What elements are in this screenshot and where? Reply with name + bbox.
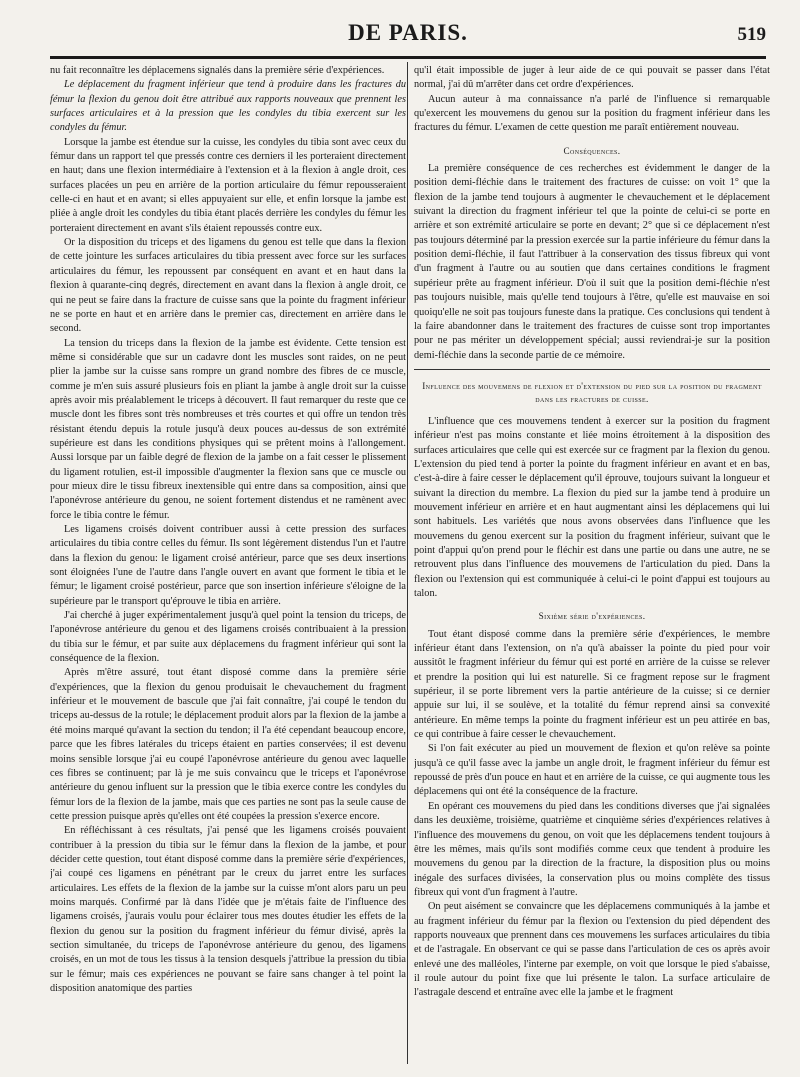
paragraph: Après m'être assuré, tout étant disposé comme dans la première série d'expériences, que la flexion du genou produisait le chevauchement du fragment inférieur et le mouvement de bascule que j'ai fait connaître, j'ai coupé le tendon du triceps au-dessus de la rotule; le déplacement produit alors par la flexion de la jambe a été moins marqué qu'avant la section du tendon; il l'a été cependant beaucoup encore, parce que les fibres latérales du triceps étaient en parties conservées; il est devenu moins sensible lorsque j'ai eu coupé l'aponévrose antérieure du genou avec laquelle ces fibres se continuent; par là je me suis convaincu que le triceps et l'aponévrose antérieure du genou influent sur la pression que le tibia exerce contre les condyles du fémur lors de la flexion de la jambe, mais que ces parties ne sont pas la seule cause de cette pression puisque après qu'elles ont été coupées la pression s'exerce encore. bbox=[50, 667, 406, 822]
paragraph: Le déplacement du fragment inférieur que tend à produire dans les fractures du fémur la flexion du genou doit être attribué aux rapports nouveaux que prennent les surfaces articulaires et à la pression que les condyles du tibia exercent sur les condyles du fémur. bbox=[50, 79, 406, 134]
paragraph: La première conséquence de ces recherches est évidemment le danger de la position demi-fléchie dans le traitement des fractures de cuisse: on voit 1° que la flexion de la jambe tend toujours à augmenter le chevauchement et le déplacement suivant la direction du fragment inférieur tel que la pointe de celui-ci se porte en arrière et son extrémité articulaire se porte en devant; 2° que si ce déplacement n'est pas toujours déterminé par la pression exercée sur la partie inférieure du fémur dans la position demi-fléchie, il faut l'attribuer à la conservation des tissus fibreux qui vont d'un fragment à l'autre ou au soutien que dans certaines conditions le fragment supérieur prête au fragment inférieur. D'où il suit que la position demi-fléchie n'est pas toujours nuisible, mais qu'elle tend toujours à l'être, qu'elle est mauvaise en soi quoiqu'elle ne soit pas toujours funeste dans la pratique. Ces conclusions qui tendent à la faire abandonner dans le traitement des fractures de cuisse sont trop importantes pour ne pas mériter un développement spécial; aussi reviendrai-je sur la position demi-fléchie dans la seconde partie de ce mémoire. bbox=[414, 163, 770, 361]
paragraph: nu fait reconnaître les déplacemens signalés dans la première série d'expériences. bbox=[50, 65, 385, 76]
paragraph: En opérant ces mouvemens du pied dans les conditions diverses que j'ai signalées dans les deuxième, troisième, quatrième et cinquième séries d'expériences relatives à l'influence des mouvemens du genou, on voit que les déplacemens tendent toujours à être les mêmes, mais qu'ils sont modifiés comme ceux que tendent à produire les mouvemens du genou par la direction de la fracture, la disposition plus ou moins inégale des surfaces divisées, la conservation plus ou moins complète des tissus fibreux qui vont d'un fragment à l'autre. bbox=[414, 800, 770, 898]
column-divider bbox=[407, 62, 408, 1064]
right-column bbox=[414, 64, 770, 1064]
paragraph: J'ai cherché à juger expérimentalement jusqu'à quel point la tension du triceps, de l'aponévrose antérieure du genou et des ligamens croisés contribuaient à la pression du tibia sur le fémur, et par suite aux déplacemens du fragment inférieur qui sont la conséquence de la flexion. bbox=[50, 610, 406, 665]
section-rule bbox=[414, 369, 770, 370]
header-rule bbox=[50, 56, 766, 59]
paragraph: Les ligamens croisés doivent contribuer aussi à cette pression des surfaces articulaires du tibia contre celles du fémur. Ils sont légèrement distendus l'un et l'autre dans la flexion du genou: le ligament croisé antérieur, parce que ses deux insertions sont éloignées l'une de l'autre dans l'angle ouvert en avant que forment le tibia et le fémur; le ligament croisé postérieur, parce que son insertion inférieure s'éloigne de la supérieure par le transport qu'éprouve le tibia en arrière. bbox=[50, 524, 406, 607]
running-title: DE PARIS. bbox=[348, 20, 468, 45]
page-header bbox=[50, 18, 766, 54]
paragraph: Aucun auteur à ma connaissance n'a parlé de l'influence si remarquable qu'exercent les mouvemens du genou sur la position du fragment inférieur dans les fractures du fémur. L'examen de cette question me paraît entièrement nouveau. bbox=[414, 93, 770, 134]
paragraph: En réfléchissant à ces résultats, j'ai pensé que les ligamens croisés pouvaient contribuer à la pression du tibia sur le fémur dans la flexion de la jambe, et pour décider cette question, tout étant disposé comme dans la première série d'expériences, j'ai coupé ces ligamens en pénétrant par le creux du jarret entre les surfaces articulaires. Les effets de la flexion de la jambe sur la cuisse m'ont alors paru un peu moins marqués. Confirmé par là dans l'idée que je m'étais faite de l'influence des ligamens croisés, j'aurais voulu pour éclairer tous mes doutes étudier les effets de la flexion du genou sur la position du fragment inférieur du fémur divisé, après la section simultanée, du triceps de l'aponévrose antérieure du genou, des ligamens croisés, en un mot de tous les tissus à la tension desquels j'attribue la pression du tibia sur le fémur; mais ces expériences ne pouvant se faire sans changer à tel point la disposition anatomique des parties bbox=[50, 825, 406, 994]
paragraph: La tension du triceps dans la flexion de la jambe est évidente. Cette tension est même si considérable que sur un cadavre dont les muscles sont raides, on ne peut plier la jambe sur la cuisse sans rompre un grand nombre des fibres de ce muscle, comme je m'en suis assuré plusieurs fois en pliant la jambe à angle droit sur la cuisse après avoir mis préalablement le triceps à découvert. Il faut remarquer du reste que ce muscle dont les fibres sont très nombreuses et très courtes et qui offre un tendon très résistant étendu depuis la rotule jusqu'à deux pouces au-dessus de son extrémité supérieure est dans les conditions physiques qui se prêtent moins à l'allongement. Aussi lorsque par un faible degré de flexion de la jambe on a fait cesser le plissement du ligament rotulien, est-il impossible d'augmenter la flexion sans que ce muscle ou pour mieux dire le tissu fibreux inextensible qui entre dans sa composition, ainsi que l'aponévrose antérieure du genou, ne soient fortement distendus et ne ramènent avec force le tibia contre le fémur. bbox=[50, 337, 406, 521]
paragraph: qu'il était impossible de juger à leur aide de ce qui pouvait se passer dans l'état normal, j'ai dû m'arrêter dans cet ordre d'expériences. bbox=[414, 65, 770, 91]
paragraph: Lorsque la jambe est étendue sur la cuisse, les condyles du tibia sont avec ceux du fémur dans un rapport tel que pressés contre ces derniers il les porteraient directement en haut; dans une flexion intermédiaire à l'extension et à la flexion à angle droit, ces surfaces placées un peu en arrière de la portion articulaire du fémur repousseraient celle-ci en haut et en avant; si elles appuyaient sur elle, et enfin lorsque la jambe est pliée à angle droit les condyles du tibia étant placés derrière les condyles du fémur les porteraient directement en avant s'ils étaient repoussés contre eux. bbox=[50, 136, 406, 234]
section-heading-sixieme-serie: Sixième série d'expériences. bbox=[538, 611, 646, 622]
page-number: 519 bbox=[737, 24, 766, 45]
section-heading-influence: Influence des mouvemens de flexion et d'extension du pied sur la position du fragment dans les fractures de cuisse. bbox=[422, 380, 762, 404]
paragraph: Si l'on fait exécuter au pied un mouvement de flexion et qu'on relève sa pointe jusqu'à ce qu'il fasse avec la jambe un angle droit, le fragment inférieur du fémur est repoussé de près d'un pouce en haut et en arrière de la cuisse, ce qui augmente tous les déplacemens qui ont été la conséquence de la fracture. bbox=[414, 743, 770, 798]
section-heading-consequences: Conséquences. bbox=[563, 145, 621, 156]
paragraph: Tout étant disposé comme dans la première série d'expériences, le membre inférieur étant dans l'extension, on n'a qu'à abaisser la pointe du pied pour voir aussitôt le fragment inférieur du fémur qui est porté en arrière de la cuisse se relever et prendre la position qui lui est naturelle. Si ce fragment repose sur le fragment supérieur, il se porte librement vers la partie antérieure de la cuisse; si ce dernier appuie sur lui, il se soulève, et la totalité du fémur reprend ainsi sa convexité antérieure. En même temps la pointe du fragment inférieur est un peu attirée en bas, ce qui contribue à faire cesser le chevauchement. bbox=[414, 628, 770, 741]
left-column bbox=[50, 64, 406, 1064]
paragraph: On peut aisément se convaincre que les déplacemens communiqués à la jambe et au fragment inférieur du fémur par la flexion ou l'extension du pied dépendent des rapports nouveaux que prennent dans ces mouvemens les surfaces articulaires du tibia et de l'astragale. En observant ce qui se passe dans l'articulation de ces os après avoir enlevé une des malléoles, l'interne par exemple, on voit que lorsque le pied s'abaisse, il roule autour du point fixe que lui présente le talon. La surface articulaire de l'astragale descend et entraîne avec elle la jambe et le fragment bbox=[414, 901, 770, 999]
paragraph: L'influence que ces mouvemens tendent à exercer sur la position du fragment inférieur n'est pas moins constante et liée moins étroitement à la disposition des surfaces articulaires que celle qui est exercée sur ce fragment par la flexion du genou. L'extension du pied tend à porter la pointe du fragment inférieur en avant et en bas, c'est-à-dire à faire cesser le déplacement qu'il éprouve, toujours suivant la longueur et suivant la direction du membre. La flexion du pied sur la jambe tend à produire un mouvement inférieur en arrière et en haut augmentant ainsi les déplacemens qui lui sont habituels. Les variétés que nous avons observées dans l'influence que les mouvemens du genou exercent sur la position du fragment inférieur, suivant que le point d'appui qu'on prend pour le fléchir est dans une partie ou dans une autre, ne se retrouvent plus dans l'influence des mouvemens de l'articulation du pied. Dans la flexion ou l'extension qui est communiquée à celui-ci le point d'appui est toujours au talon. bbox=[414, 415, 770, 599]
paragraph: Or la disposition du triceps et des ligamens du genou est telle que dans la flexion de cette jointure les surfaces articulaires du tibia pressent avec force sur les surfaces articulaires du fémur, les repoussent par conséquent en avant et en haut dans la flexion à quarante-cinq degrés, directement en avant dans la flexion à angle droit, ce qui ne peut se faire dans la fracture de cuisse sans que la pointe du fragment inférieur ne se porte en haut et en arrière dans le premier cas, directement en arrière dans le second. bbox=[50, 237, 406, 335]
